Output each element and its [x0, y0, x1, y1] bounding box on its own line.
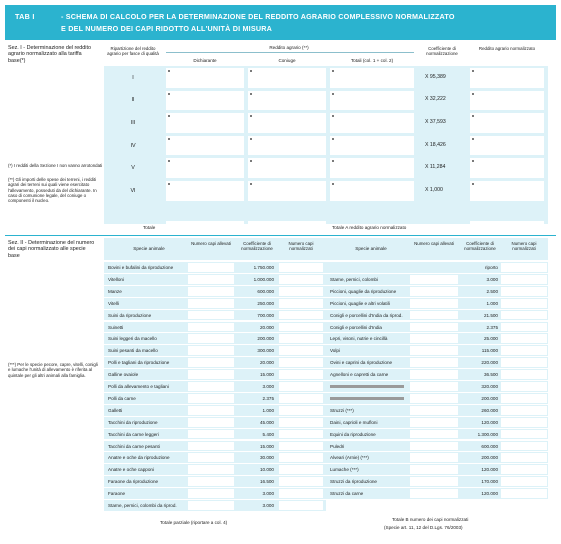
numero-capi-field[interactable] [188, 406, 234, 415]
coeff-value: 3.000 [262, 384, 274, 389]
normalizzato-field[interactable] [470, 91, 544, 111]
numero-capi-field[interactable] [188, 263, 234, 272]
coeff-value: 200.000 [481, 395, 498, 401]
blank-species-bar [330, 397, 404, 400]
dichiarante-field[interactable] [166, 113, 244, 133]
field-marker [332, 70, 334, 72]
coeff-value: 170.000 [481, 479, 498, 485]
normalizzato-field[interactable] [470, 158, 544, 178]
normalizzati-field[interactable] [501, 442, 547, 451]
coeff-value: 1.000.000 [253, 276, 274, 282]
header-coeff: Coefficiente di normalizzazione [426, 46, 458, 57]
coeff-value: 200.000 [257, 336, 274, 342]
field-marker [168, 183, 170, 185]
normalizzati-field[interactable] [501, 477, 547, 486]
coeff-value: 115.000 [481, 348, 498, 354]
species-label: Vitelloni [108, 276, 125, 282]
species-label: Starne, pernici, colombi [330, 276, 379, 282]
totale-a-field[interactable] [470, 221, 544, 233]
normalizzati-field[interactable] [501, 299, 547, 308]
normalizzati-field[interactable] [501, 418, 547, 427]
field-marker [168, 138, 170, 140]
numero-capi-field[interactable] [410, 382, 458, 391]
numero-capi-field[interactable] [188, 430, 234, 439]
normalizzati-field[interactable] [279, 299, 323, 308]
normalizzati-field[interactable] [279, 370, 323, 379]
coeff-value: X 32,222 [425, 96, 446, 103]
title-line-2: E DEL NUMERO DEI CAPI RIDOTTO ALL'UNITÀ DI MISURA [61, 24, 273, 33]
numero-capi-field[interactable] [410, 275, 458, 284]
section-2-note: (***) Per le specie pecore, capre, vitelli, conigli e lumache l'unità di allevamento è riferita al quintale per gli altri animali alla famiglia. [8, 362, 98, 378]
species-label: Tacchini da riproduzione [108, 419, 158, 425]
coeff-value: 10.000 [259, 467, 274, 473]
totali-field[interactable] [330, 158, 414, 178]
row-label: I [132, 74, 134, 81]
header-reddito: Reddito agrario (**) [269, 45, 309, 50]
right-header-specie: Specie animale [355, 246, 387, 251]
numero-capi-field[interactable] [188, 346, 234, 355]
species-label: Agnelloni e capretti da carne [330, 372, 389, 378]
species-label: Struzzi da riproduzione [330, 479, 377, 485]
blank-species-bar [330, 385, 404, 388]
normalizzati-field[interactable] [279, 477, 323, 486]
numero-capi-field[interactable] [410, 311, 458, 320]
field-marker [250, 183, 252, 185]
totali-field[interactable] [330, 136, 414, 156]
species-label: Lepri, visoni, nutrie e cincillà [330, 336, 388, 342]
species-label: Daini, caprioli e mufloni [330, 419, 378, 425]
field-marker [472, 115, 474, 117]
normalizzati-field[interactable] [279, 323, 323, 332]
normalizzati-field[interactable] [279, 346, 323, 355]
left-header-numero: Numero capi allevati [191, 241, 231, 246]
coeff-value: 250.000 [257, 300, 274, 306]
field-marker [332, 183, 334, 185]
coeff-value: 45.000 [259, 419, 274, 425]
title-line-1: - SCHEMA DI CALCOLO PER LA DETERMINAZIONE DEL REDDITO AGRARIO COMPLESSIVO NORMALIZZATO [61, 12, 455, 21]
numero-capi-field[interactable] [410, 489, 458, 498]
coniuge-field[interactable] [248, 91, 326, 111]
coniuge-field[interactable] [248, 136, 326, 156]
section-1-totale-label: Totale [143, 225, 156, 230]
species-label: Lumache (***) [330, 467, 359, 473]
normalizzati-field[interactable] [501, 323, 547, 332]
totale-coniuge-field[interactable] [248, 221, 326, 233]
numero-capi-field[interactable] [410, 465, 458, 474]
field-marker [168, 93, 170, 95]
species-label: Polli da carne [108, 395, 136, 401]
species-label: Anatre e oche capponi [108, 467, 154, 473]
species-label: Conigli e porcellini d'India da riprod. [330, 312, 403, 318]
species-label: Equini da riproduzione [330, 431, 376, 437]
coeff-value: 1.000 [486, 300, 498, 306]
species-label: Tacchini da carne pesanti [108, 443, 160, 449]
normalizzati-field[interactable] [501, 287, 547, 296]
numero-capi-field[interactable] [188, 394, 234, 403]
totali-field[interactable] [330, 181, 414, 201]
coeff-value: 1.300.000 [477, 431, 498, 437]
normalizzati-field[interactable] [501, 453, 547, 462]
left-header-coeff: Coefficiente di normalizzazione [241, 241, 273, 252]
numero-capi-field[interactable] [410, 358, 458, 367]
normalizzati-field[interactable] [279, 453, 323, 462]
coeff-value: 20.000 [259, 360, 274, 366]
species-label: Polli e tagliani da riproduzione [108, 360, 170, 366]
dichiarante-field[interactable] [166, 181, 244, 201]
row-label: VI [130, 187, 136, 194]
totale-parziale-field[interactable] [279, 516, 323, 528]
numero-capi-field[interactable] [188, 418, 234, 427]
dichiarante-field[interactable] [166, 158, 244, 178]
right-header-norm: Numero capi normalizzati [511, 241, 537, 252]
field-marker [332, 160, 334, 162]
normalizzati-field[interactable] [501, 406, 547, 415]
normalizzati-field[interactable] [501, 489, 547, 498]
coeff-value: X 95,389 [425, 73, 446, 80]
totali-field[interactable] [330, 68, 414, 88]
numero-capi-field[interactable] [188, 311, 234, 320]
field-marker [472, 93, 474, 95]
normalizzati-field[interactable] [279, 382, 323, 391]
species-label: Bovini e bufalini da riproduzione [108, 265, 174, 270]
coeff-value: 260.000 [481, 407, 498, 413]
coeff-value: 2.500 [486, 288, 498, 294]
numero-capi-field[interactable] [188, 465, 234, 474]
coniuge-field[interactable] [248, 158, 326, 178]
field-marker [168, 115, 170, 117]
totali-field[interactable] [330, 91, 414, 111]
section-1-note-1: (*) I redditi della Sezione I non vanno arrotondati [8, 163, 103, 168]
numero-capi-field[interactable] [410, 418, 458, 427]
field-marker [250, 93, 252, 95]
section-1-heading: Sez. I - Determinazione del reddito agrario normalizzato alla tariffa base(*) [8, 45, 91, 64]
field-marker [250, 160, 252, 162]
normalizzati-field[interactable] [279, 358, 323, 367]
field-marker [472, 183, 474, 185]
coeff-value: 600.000 [257, 288, 274, 294]
row-label: IV [130, 142, 136, 149]
totale-b-field[interactable] [501, 516, 547, 528]
species-label: Volpi [330, 348, 340, 354]
coeff-value: 1.750.000 [253, 265, 274, 270]
left-header-specie: Specie animale [133, 246, 165, 251]
species-label: Suini pesanti da macello [108, 348, 158, 354]
numero-capi-field[interactable] [188, 501, 234, 510]
totale-dichiarante-field[interactable] [166, 221, 244, 233]
numero-capi-field[interactable] [188, 323, 234, 332]
coeff-value: 3.000 [486, 276, 498, 282]
coeff-value: 300.000 [257, 348, 274, 354]
left-header-norm: Numero capi normalizzati [288, 241, 314, 252]
coeff-value: 15.000 [259, 443, 274, 449]
header-totali: Totali (col. 1 + col. 2) [350, 58, 394, 63]
section-divider [5, 235, 556, 236]
numero-capi-field[interactable] [188, 358, 234, 367]
normalizzato-field[interactable] [470, 113, 544, 133]
species-label: Conigli e porcellini d'India [330, 324, 382, 330]
species-label: Tacchini da carne leggeri [108, 431, 159, 437]
species-label: Piccioni, quaglie da riproduzione [330, 288, 397, 294]
numero-capi-field[interactable] [188, 287, 234, 296]
numero-capi-field[interactable] [188, 489, 234, 498]
table-number: TAB I [15, 12, 35, 21]
coeff-value: 120.000 [481, 419, 498, 425]
coeff-value: 2.375 [486, 324, 498, 330]
normalizzati-field[interactable] [279, 334, 323, 343]
numero-capi-field[interactable] [410, 346, 458, 355]
coeff-value: 36.500 [483, 372, 498, 378]
coeff-value: 2.375 [262, 395, 274, 401]
species-label: Faraone da riproduzione [108, 479, 159, 485]
coeff-value: 200.000 [481, 455, 498, 461]
normalizzato-field[interactable] [470, 68, 544, 88]
row-label: III [130, 120, 136, 126]
coeff-value: 320.000 [481, 384, 498, 389]
species-label: Suini leggeri da macello [108, 336, 157, 342]
field-marker [332, 138, 334, 140]
coeff-value: 20.000 [259, 324, 274, 330]
coeff-value: 25.000 [483, 336, 498, 342]
coniuge-field[interactable] [248, 181, 326, 201]
coeff-value: 5.400 [262, 431, 274, 437]
coeff-value: 30.000 [259, 455, 274, 461]
field-marker [168, 160, 170, 162]
species-label: Puledri [330, 443, 345, 449]
coeff-value: 1.000 [262, 407, 274, 413]
normalizzati-field[interactable] [279, 442, 323, 451]
numero-capi-field[interactable] [188, 453, 234, 462]
numero-capi-field[interactable] [410, 477, 458, 486]
coeff-value: 3.000 [262, 491, 274, 497]
right-header-coeff: Coefficiente di normalizzazione [464, 241, 496, 252]
row-label: V [131, 165, 135, 172]
right-header-numero: Numero capi allevati [414, 241, 454, 246]
numero-capi-field[interactable] [188, 275, 234, 284]
coniuge-field[interactable] [248, 68, 326, 88]
header-normalizzato: Reddito agrario normalizzato [478, 46, 536, 51]
normalizzati-field[interactable] [279, 501, 323, 510]
normalizzati-field[interactable] [279, 394, 323, 403]
numero-capi-field[interactable] [188, 299, 234, 308]
dichiarante-field[interactable] [166, 68, 244, 88]
normalizzati-field[interactable] [279, 275, 323, 284]
coeff-value: riporto [484, 265, 498, 270]
normalizzati-field[interactable] [501, 382, 547, 391]
species-label: Struzzi (***) [330, 407, 354, 413]
field-marker [250, 115, 252, 117]
totale-b-sub: (Specie art. 11, 12 del D.Lgs. 76/2003) [384, 525, 463, 530]
species-label: Faraone [108, 491, 126, 497]
numero-capi-field[interactable] [188, 442, 234, 451]
field-marker [472, 160, 474, 162]
field-marker [472, 138, 474, 140]
coeff-value: 120.000 [481, 467, 498, 473]
coeff-value: X 1,000 [425, 186, 443, 193]
species-label: Manze [108, 288, 122, 294]
normalizzati-field[interactable] [501, 346, 547, 355]
field-marker [332, 93, 334, 95]
totali-field[interactable] [330, 113, 414, 133]
normalizzati-field[interactable] [279, 287, 323, 296]
coeff-value: X 37,593 [425, 119, 446, 125]
numero-capi-field[interactable] [410, 430, 458, 439]
normalizzati-field[interactable] [279, 263, 323, 272]
numero-capi-field[interactable] [410, 453, 458, 462]
normalizzati-field[interactable] [501, 311, 547, 320]
numero-capi-field[interactable] [410, 394, 458, 403]
section-1-totale-a-label: Totale A reddito agrario normalizzato [332, 225, 407, 230]
dichiarante-field[interactable] [166, 91, 244, 111]
coeff-value: 700.000 [257, 312, 274, 318]
numero-capi-field[interactable] [188, 382, 234, 391]
totale-b-label: Totale B numero dei capi normalizzati [392, 517, 469, 522]
numero-capi-field[interactable] [410, 370, 458, 379]
numero-capi-field[interactable] [410, 442, 458, 451]
numero-capi-field[interactable] [410, 406, 458, 415]
numero-capi-field[interactable] [410, 334, 458, 343]
field-marker [472, 70, 474, 72]
normalizzati-field[interactable] [501, 275, 547, 284]
species-label: Starne, pernici, colombi da riprod. [108, 503, 177, 508]
title-band [5, 5, 556, 40]
species-label: Suini da riproduzione [108, 312, 152, 318]
coeff-value: 16.500 [259, 479, 274, 485]
numero-capi-field[interactable] [188, 370, 234, 379]
coeff-value: 120.000 [481, 491, 498, 497]
field-marker [168, 70, 170, 72]
divider [166, 52, 414, 53]
numero-capi-field[interactable] [188, 334, 234, 343]
normalizzati-field[interactable] [501, 370, 547, 379]
coniuge-field[interactable] [248, 113, 326, 133]
coeff-value: 600.000 [481, 443, 498, 449]
coeff-value: 21.500 [483, 312, 498, 318]
dichiarante-field[interactable] [166, 136, 244, 156]
normalizzati-field[interactable] [501, 430, 547, 439]
species-label: Struzzi da carne [330, 491, 364, 497]
numero-capi-field[interactable] [410, 287, 458, 296]
row-label: II [131, 97, 135, 104]
normalizzati-field[interactable] [279, 430, 323, 439]
species-label: Alveari (Arnie) (***) [330, 455, 369, 461]
section-1-note-2: (**) Gli importi delle spese dei terreni, i redditi agrari dei terreni sui quali viene esercitato l'allevamento, posseduti da del dichiarante. In caso di comunione legale, del coniuge o componenti il nucleo. [8, 177, 97, 204]
field-marker [250, 70, 252, 72]
normalizzati-field[interactable] [501, 334, 547, 343]
header-dichiarante: Dichiarante [193, 58, 217, 63]
coeff-value: X 11,284 [425, 164, 446, 171]
species-label: Piccioni, quaglie e altri volatili [330, 300, 390, 306]
coeff-value: 15.000 [259, 372, 274, 378]
normalizzati-field[interactable] [279, 406, 323, 415]
normalizzati-field[interactable] [501, 465, 547, 474]
normalizzati-field[interactable] [279, 418, 323, 427]
species-label: Ovini e caprini da riproduzione [330, 360, 393, 366]
coeff-value: 3.000 [262, 503, 274, 508]
normalizzati-field[interactable] [279, 489, 323, 498]
header-coniuge: Coniuge [278, 58, 296, 63]
field-marker [332, 115, 334, 117]
field-marker [250, 138, 252, 140]
normalizzato-field[interactable] [470, 181, 544, 201]
normalizzati-field[interactable] [279, 465, 323, 474]
coeff-value: 220.000 [481, 360, 498, 366]
species-label: Anatre e oche da riproduzione [108, 455, 170, 461]
numero-capi-field[interactable] [188, 477, 234, 486]
numero-capi-field[interactable] [410, 299, 458, 308]
species-label: Vitelli [108, 300, 119, 306]
species-label: Polli da allevamento e tagliani [108, 384, 169, 389]
species-label: Suinetti [108, 324, 124, 330]
totale-parziale-label: Totale parziale (riportare a col. 4) [160, 520, 228, 525]
normalizzati-field[interactable] [501, 358, 547, 367]
section-2-heading: Sez. II - Determinazione del numero dei capi normalizzato alle specie base [8, 240, 95, 259]
species-label: Galline ovaiole [108, 372, 139, 378]
normalizzati-field[interactable] [501, 263, 547, 272]
numero-capi-field[interactable] [410, 323, 458, 332]
normalizzati-field[interactable] [279, 311, 323, 320]
normalizzati-field[interactable] [501, 394, 547, 403]
coeff-value: X 18,426 [425, 141, 446, 148]
species-label: Galletti [108, 407, 123, 413]
header-qualita: Ripartizione del reddito agrario per fasce di qualità [107, 46, 159, 57]
normalizzato-field[interactable] [470, 136, 544, 156]
